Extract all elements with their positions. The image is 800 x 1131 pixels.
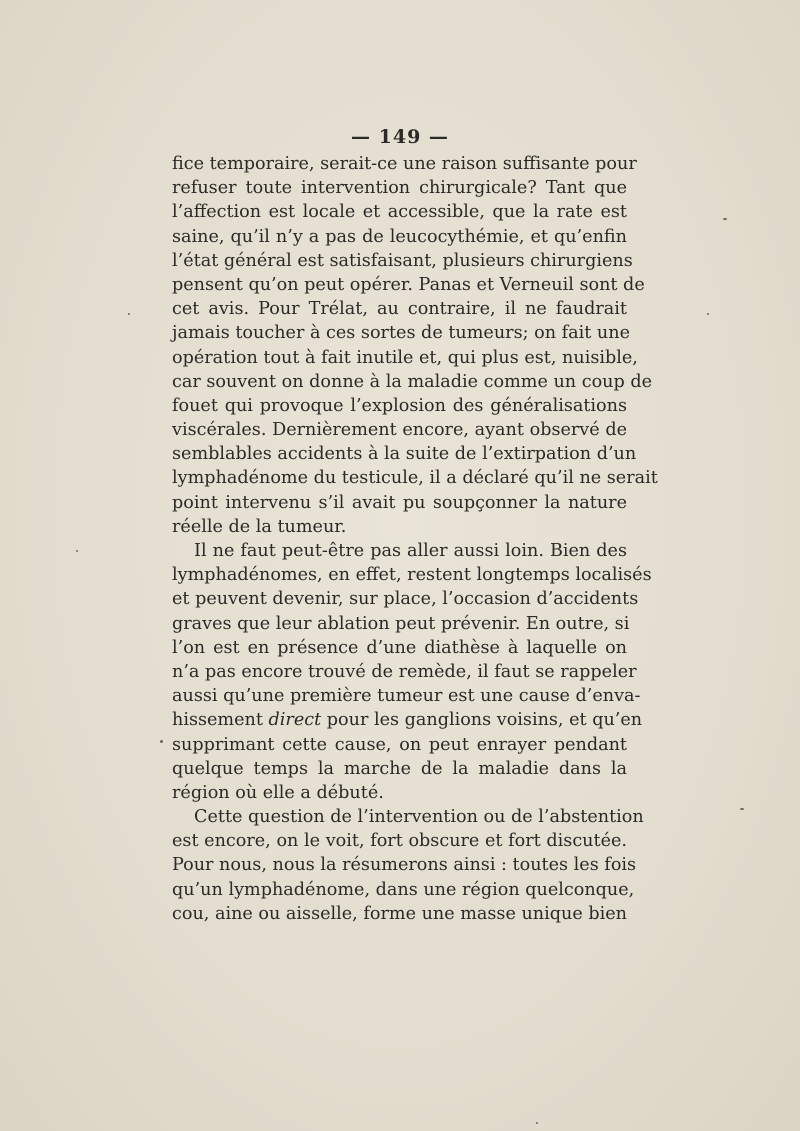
text-line: hissement direct pour les ganglions voisins, et qu’en bbox=[172, 710, 643, 731]
paper-speck bbox=[707, 313, 709, 315]
text-line: cet avis. Pour Trélat, au contraire, il ne faudrait bbox=[172, 299, 627, 320]
text-line: réelle de la tumeur. bbox=[172, 516, 347, 537]
text-line: cou, aine ou aisselle, forme une masse unique bien bbox=[172, 903, 627, 924]
text-line: fouet qui provoque l’explosion des généralisations bbox=[172, 395, 627, 416]
text-line: région où elle a débuté. bbox=[172, 782, 384, 803]
text-line: supprimant cette cause, on peut enrayer pendant bbox=[172, 734, 627, 755]
text-line: l’état général est satisfaisant, plusieurs chirurgiens bbox=[172, 250, 633, 271]
text-line: aussi qu’une première tumeur est une cause d’enva- bbox=[172, 686, 641, 707]
text-line: l’affection est locale et accessible, que la rate est bbox=[172, 202, 627, 223]
body-text bbox=[172, 152, 658, 926]
text-line: Pour nous, nous la résumerons ainsi : toutes les fois bbox=[172, 855, 637, 876]
paper-speck bbox=[160, 740, 163, 743]
text-line: graves que leur ablation peut prévenir. En outre, si bbox=[172, 613, 630, 634]
page-number: — 149 — bbox=[351, 126, 449, 148]
italic-emphasis: direct bbox=[268, 710, 322, 731]
text-line: jamais toucher à ces sortes de tumeurs; on fait une bbox=[172, 323, 630, 344]
text-line: lymphadénomes, en effet, restent longtemps localisés bbox=[172, 565, 652, 586]
text-line: pensent qu’on peut opérer. Panas et Verneuil sont de bbox=[172, 274, 645, 295]
text-line: fice temporaire, serait-ce une raison suffisante pour bbox=[172, 154, 637, 174]
text-line: opération tout à fait inutile et, qui plus est, nuisible, bbox=[172, 347, 638, 368]
text-line: qu’un lymphadénome, dans une région quelconque, bbox=[172, 879, 635, 900]
text-line: point intervenu s’il avait pu soupçonner la nature bbox=[172, 492, 627, 513]
paper-speck bbox=[536, 1122, 538, 1124]
text-line: lymphadénome du testicule, il a déclaré qu’il ne serait bbox=[172, 468, 658, 489]
text-line: et peuvent devenir, sur place, l’occasion d’accidents bbox=[172, 589, 639, 610]
paper-speck bbox=[740, 808, 744, 810]
text-line: est encore, on le voit, fort obscure et fort discutée. bbox=[172, 831, 627, 852]
text-line: refuser toute intervention chirurgicale? Tant que bbox=[172, 178, 627, 199]
text-line: l’on est en présence d’une diathèse à laquelle on bbox=[172, 637, 627, 658]
text-line: Il ne faut peut-être pas aller aussi loin. Bien des bbox=[194, 541, 627, 561]
text-line: semblables accidents à la suite de l’extirpation d’un bbox=[172, 444, 637, 465]
paper-speck bbox=[128, 313, 130, 315]
text-line: saine, qu’il n’y a pas de leucocythémie, et qu’enfin bbox=[172, 226, 627, 247]
text-line: car souvent on donne à la maladie comme un coup de bbox=[172, 371, 653, 392]
text-line: n’a pas encore trouvé de remède, il faut se rappeler bbox=[172, 661, 637, 682]
paper-speck bbox=[723, 218, 727, 220]
text-line: viscérales. Dernièrement encore, ayant observé de bbox=[172, 420, 627, 441]
paper-speck bbox=[76, 550, 78, 552]
text-line: quelque temps la marche de la maladie dans la bbox=[172, 758, 627, 779]
text-line: Cette question de l’intervention ou de l’abstention bbox=[194, 807, 644, 828]
